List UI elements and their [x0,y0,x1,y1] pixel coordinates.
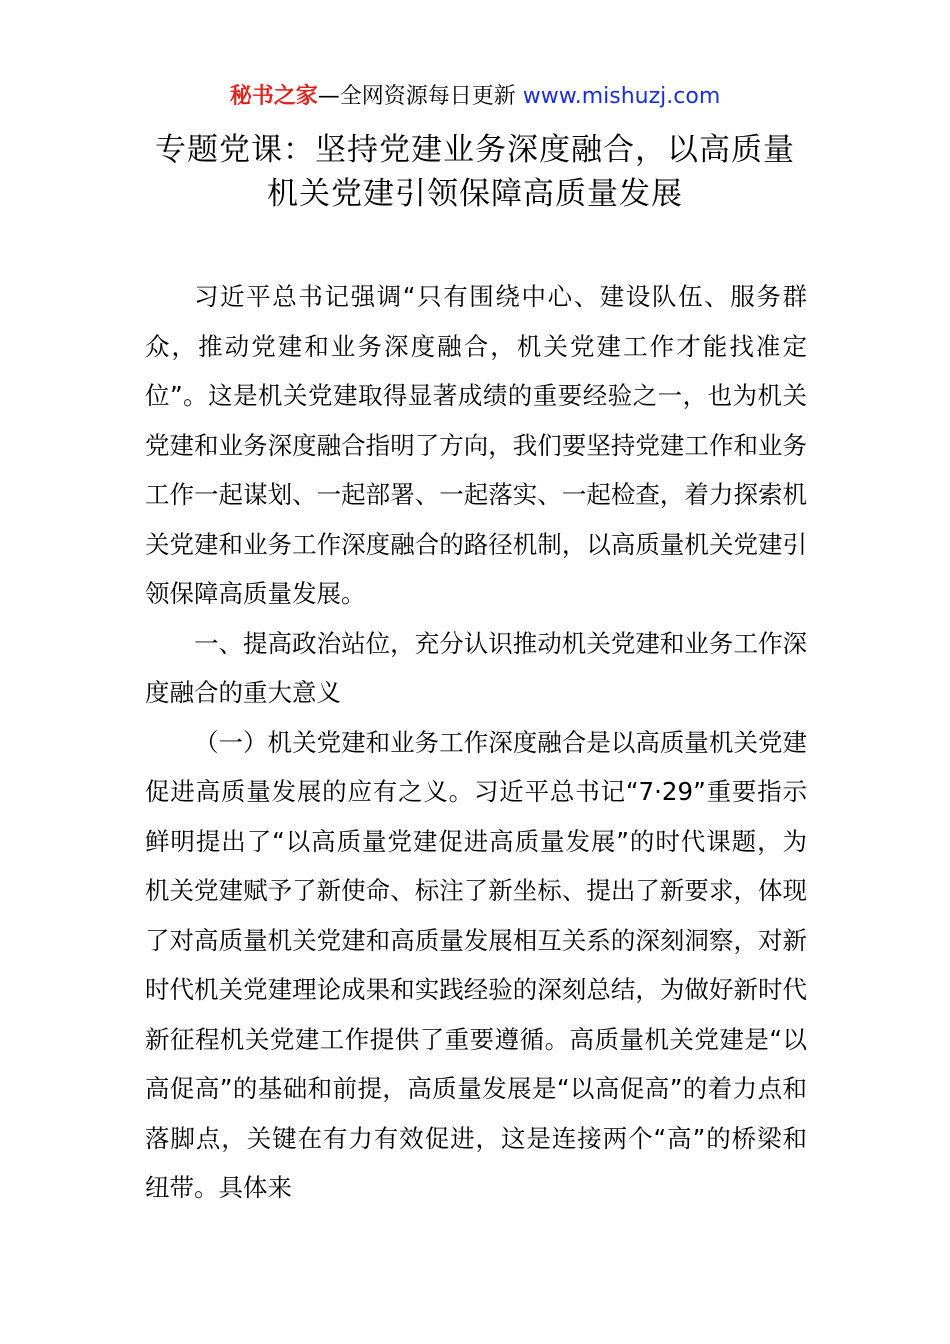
banner-brand: 秘书之家 [229,84,318,109]
banner-tagline: —全网资源每日更新 [317,84,523,109]
title-line-1: 专题党课：坚持党建业务深度融合，以高质量 [155,132,795,168]
title-line-2: 机关党建引领保障高质量发展 [267,176,683,212]
banner-url-link[interactable]: www.mishuzj.com [522,84,721,109]
paragraph-intro: 习近平总书记强调“只有围绕中心、建设队伍、服务群众，推动党建和业务深度融合，机关党建工作才能找准定位”。这是机关党建取得显著成绩的重要经验之一，也为机关党建和业务深度融合指明了方向，我们要坚持党建工作和业务工作一起谋划、一起部署、一起落实、一起检查，着力探索机关党建和业务工作深度融合的路径机制，以高质量机关党建引领保障高质量发展。 [145,282,807,608]
paragraph-subsection-1: （一）机关党建和业务工作深度融合是以高质量机关党建促进高质量发展的应有之义。习近平总书记“7·29”重要指示鲜明提出了“以高质量党建促进高质量发展”的时代课题，为机关党建赋予了新使命、标注了新坐标、提出了新要求，体现了对高质量机关党建和高质量发展相互关系的深刻洞察，对新时代机关党建理论成果和实践经验的深刻总结，为做好新时代新征程机关党建工作提供了重要遵循。高质量机关党建是“以高促高”的基础和前提，高质量发展是“以高促高”的着力点和落脚点，关键在有力有效促进，这是连接两个“高”的桥梁和纽带。具体来 [145,727,807,1202]
document-body [145,272,807,1213]
site-banner [0,82,950,112]
document-title [0,128,950,216]
section-heading-1: 一、提高政治站位，充分认识推动机关党建和业务工作深度融合的重大意义 [145,628,807,707]
